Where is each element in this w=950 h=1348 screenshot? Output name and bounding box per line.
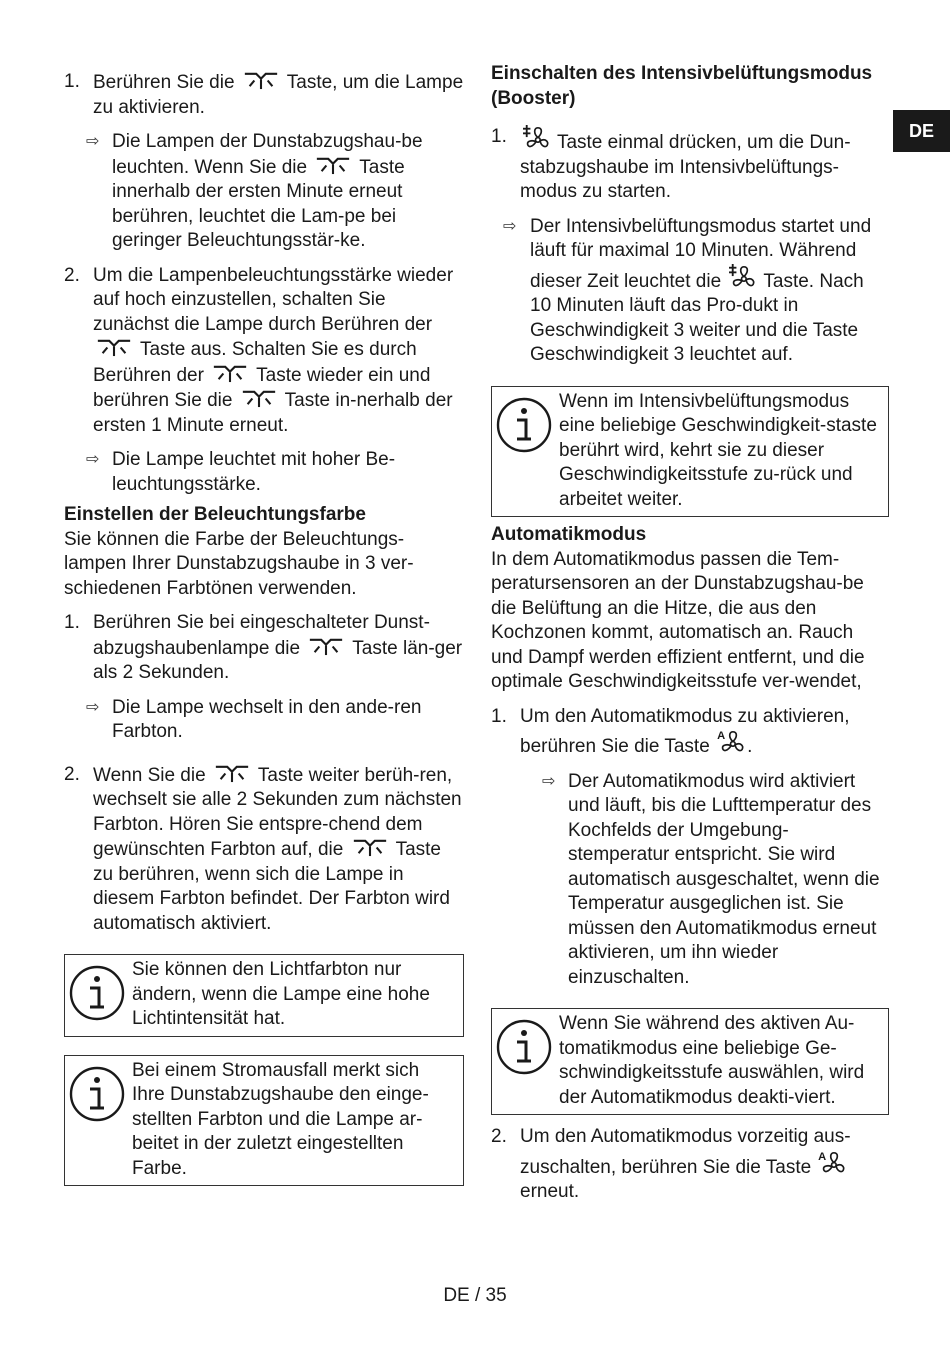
result-text: Die Lampen der Dunstabzugshau-be leuchten. Wenn Sie die <box>112 131 423 178</box>
arrow-right-icon: ⇨ <box>86 451 100 468</box>
step-number: 1. <box>491 126 507 147</box>
step-text: Taste zu berühren, wenn sich die Lampe in diesem Farbton befindet. Der Farbton wird automatisch aktiviert. <box>93 839 450 934</box>
step-text: Taste, um die Lampe zu aktivieren. <box>93 72 464 118</box>
lamp-icon <box>211 363 249 384</box>
result-text: Taste. Nach 10 Minuten läuft das Pro-dukt in Geschwindigkeit 3 weiter und die Taste Geschwindigkeit 3 leuchtet auf. <box>530 270 864 365</box>
note-text: Sie können den Lichtfarbton nur ändern, wenn die Lampe eine hohe Lichtintensität hat. <box>132 959 430 1029</box>
step-text: Taste aus. Schalten Sie es durch Berühren der <box>93 339 417 386</box>
info-note-4 <box>491 1008 889 1115</box>
step-text: Taste wieder ein und berühren Sie die <box>93 364 431 411</box>
step-text: Taste län-ger als 2 Sekunden. <box>93 637 463 683</box>
auto-fan-icon <box>717 729 745 755</box>
note-text: Wenn im Intensivbelüftungsmodus eine beliebige Geschwindigkeit-staste berührt wird, kehrt sie zu dieser Geschwindigkeitsstufe zu-rück und arbeitet weiter. <box>559 390 877 510</box>
lamp-icon <box>242 70 280 91</box>
auto-step-1 <box>491 705 889 760</box>
section-heading-color: Einstellen der Beleuchtungsfarbe <box>64 504 366 525</box>
step-text: Um den Automatikmodus zu aktivieren, berühren Sie die Taste <box>520 705 850 757</box>
color-intro: Sie können die Farbe der Beleuchtungs-lampen Ihrer Dunstabzugshaube in 3 ver-schiedenen Farbtönen verwenden. <box>64 528 414 599</box>
lamp-icon <box>351 837 389 858</box>
step-text: Wenn Sie die <box>93 764 206 786</box>
booster-fan-icon <box>728 264 756 290</box>
language-tab: DE <box>893 110 950 152</box>
info-note-2 <box>64 1055 464 1187</box>
note-text: Wenn Sie während des aktiven Au-tomatikmodus eine beliebige Ge-schwindigkeitsstufe auswählen, wird der Automatikmodus deakti-viert. <box>559 1013 865 1108</box>
info-icon <box>496 397 552 453</box>
step-text: Berühren Sie bei eingeschalteter Dunst-abzugshaubenlampe die <box>93 612 430 659</box>
lamp-icon <box>314 155 352 176</box>
result-text: Die Lampe wechselt in den ande-ren Farbton. <box>112 696 422 742</box>
info-icon <box>69 1066 125 1122</box>
step-number: 1. <box>64 71 80 92</box>
lamp-icon <box>95 337 133 358</box>
result-text: Die Lampe leuchtet mit hoher Be-leuchtungsstärke. <box>112 449 396 495</box>
info-note-3 <box>491 386 889 518</box>
step-text: Taste in-nerhalb der ersten 1 Minute erneut. <box>93 390 453 436</box>
left-column <box>64 62 464 1186</box>
result-text: Taste innerhalb der ersten Minute erneut berühren, leuchtet die Lam-pe bei geringer Beleuchtungsstär-ke. <box>112 156 405 251</box>
result-text: Der Intensivbelüftungsmodus startet und läuft für maximal 10 Minuten. Während dieser Zeit leuchtet die <box>530 215 872 292</box>
lamp-icon <box>213 763 251 784</box>
page-footer: DE / 35 <box>443 1285 507 1306</box>
info-icon <box>496 1019 552 1075</box>
lamp-icon <box>307 636 345 657</box>
arrow-right-icon: ⇨ <box>503 217 517 235</box>
lamp-step-1-result <box>64 130 464 254</box>
booster-step-1 <box>491 125 889 205</box>
arrow-right-icon: ⇨ <box>86 133 100 150</box>
step-number: 1. <box>64 612 80 633</box>
step-text: Taste einmal drücken, um die Dun-stabzugshaube im Intensivbelüftungs-modus zu starten. <box>520 132 851 202</box>
step-number: 2. <box>491 1126 507 1147</box>
color-step-2 <box>64 763 464 937</box>
auto-intro: In dem Automatikmodus passen die Tem-peratursensoren an der Dunstabzugshau-be die Belüftung an die Hitze, die aus den Kochzonen kommt, automatisch an. Rauch und Dampf werden effizient entfernt, und die optimale Geschwindigkeitsstufe ver-wendet, <box>491 548 865 692</box>
right-column <box>491 62 889 1205</box>
step-text: Berühren Sie die <box>93 72 235 93</box>
auto-step-2 <box>491 1125 889 1205</box>
auto-fan-icon <box>818 1150 846 1176</box>
booster-fan-icon <box>522 125 550 151</box>
info-note-1 <box>64 954 464 1037</box>
note-text: Bei einem Stromausfall merkt sich Ihre Dunstabzugshaube den einge-stellten Farbton und die Lampe ar-beitet in der zuletzt eingestellten Farbe. <box>132 1059 429 1179</box>
auto-step-1-result <box>491 770 889 991</box>
lamp-icon <box>240 388 278 409</box>
booster-result <box>491 215 889 368</box>
step-text: . <box>747 736 753 757</box>
lamp-step-2 <box>64 264 464 439</box>
arrow-right-icon: ⇨ <box>86 698 100 716</box>
step-text: erneut. <box>520 1181 580 1202</box>
step-text: Um den Automatikmodus vorzeitig aus-zuschalten, berühren Sie die Taste <box>520 1126 851 1178</box>
result-text: Der Automatikmodus wird aktiviert und läuft, bis die Lufttemperatur des Kochfelds der Umgebung-stemperatur entspricht. Sie wird automatisch ausgeschaltet, wenn die Temperatur ausgeglichen ist. Sie müssen den Automatikmodus erneut aktivieren, um ihn wieder einzuschalten. <box>568 770 880 988</box>
section-heading-booster: Einschalten des Intensivbelüftungsmodus (Booster) <box>491 63 873 109</box>
color-step-1 <box>64 611 464 686</box>
color-step-1-result <box>64 696 464 745</box>
info-icon <box>69 965 125 1021</box>
step-number: 2. <box>64 264 80 286</box>
step-text: Um die Lampenbeleuchtungsstärke wieder auf hoch einzustellen, schalten Sie zunächst die Lampe durch Berühren der <box>93 264 454 335</box>
step-text: Taste weiter berüh-ren, wechselt sie alle 2 Sekunden zum nächsten Farbton. Hören Sie entspre-chend dem gewünschten Farbton auf, die <box>93 764 462 860</box>
step-number: 1. <box>491 705 507 727</box>
arrow-right-icon: ⇨ <box>542 772 556 790</box>
lamp-step-1 <box>64 70 464 120</box>
lamp-step-2-result <box>64 448 464 497</box>
step-number: 2. <box>64 763 80 785</box>
section-heading-auto: Automatikmodus <box>491 524 647 545</box>
